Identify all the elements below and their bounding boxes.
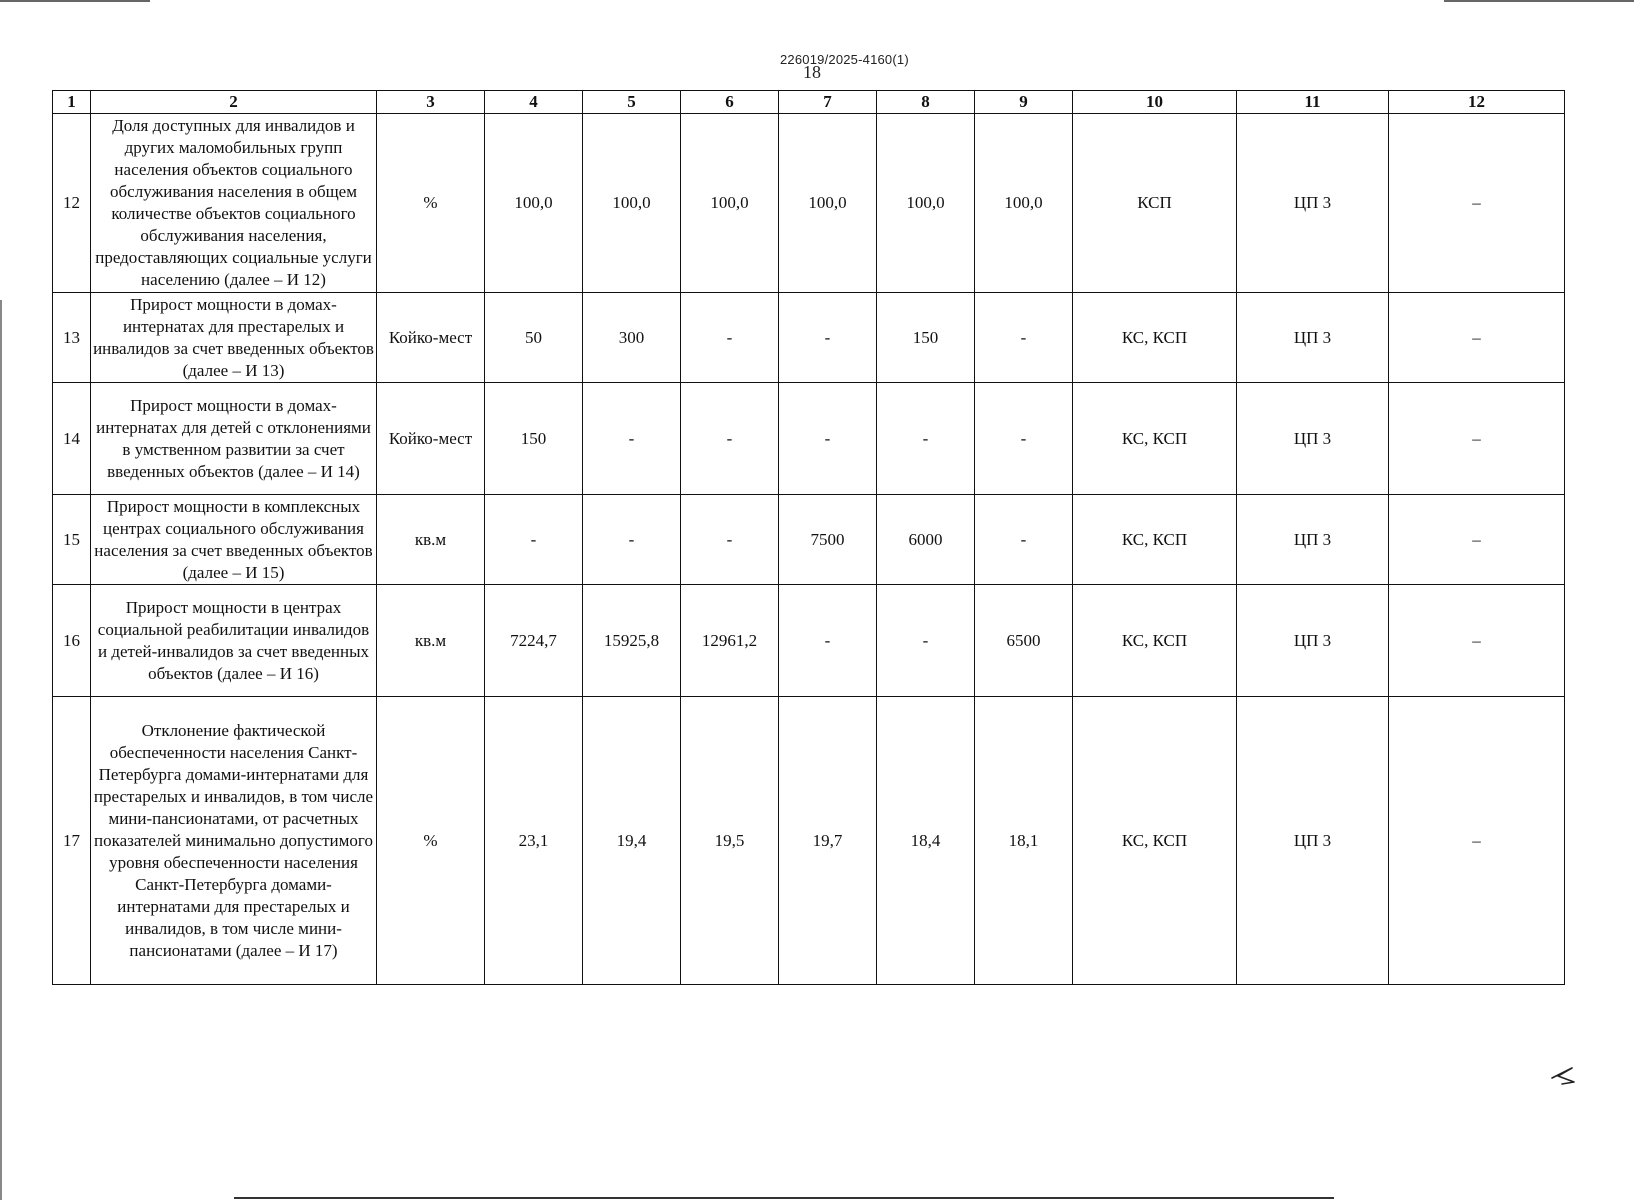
value-cell: 100,0 — [779, 114, 877, 293]
value-cell: - — [583, 495, 681, 585]
unit-cell: Койко-мест — [377, 293, 485, 383]
unit-cell: % — [377, 114, 485, 293]
responsible-cell: КС, КСП — [1073, 383, 1237, 495]
note-cell: – — [1389, 495, 1565, 585]
indicator-name: Прирост мощности в домах-интернатах для престарелых и инвалидов за счет введенных объектов (далее – И 13) — [91, 293, 377, 383]
note-cell: – — [1389, 585, 1565, 697]
unit-cell: % — [377, 697, 485, 985]
value-cell: 15925,8 — [583, 585, 681, 697]
value-cell: 100,0 — [485, 114, 583, 293]
value-cell: 300 — [583, 293, 681, 383]
value-cell: 6500 — [975, 585, 1073, 697]
value-cell: 7224,7 — [485, 585, 583, 697]
table-row — [53, 293, 1565, 383]
indicator-name: Отклонение фактической обеспеченности населения Санкт-Петербурга домами-интернатами для престарелых и инвалидов, в том числе мини-пансионатами, от расчетных показателей минимально допустимого уровня обеспеченности населения Санкт-Петербурга домами-интернатами для престарелых и инвалидов, в том числе мини-пансионатами (далее – И 17) — [91, 697, 377, 985]
row-number: 12 — [53, 114, 91, 293]
value-cell: 12961,2 — [681, 585, 779, 697]
value-cell: 18,4 — [877, 697, 975, 985]
document-id: 226019/2025-4160(1) — [780, 52, 909, 67]
value-cell: - — [975, 383, 1073, 495]
responsible-cell: КС, КСП — [1073, 293, 1237, 383]
value-cell: 7500 — [779, 495, 877, 585]
program-cell: ЦП 3 — [1237, 293, 1389, 383]
header-row — [53, 91, 1565, 114]
note-cell: – — [1389, 114, 1565, 293]
column-header: 4 — [485, 91, 583, 114]
indicator-name: Доля доступных для инвалидов и других маломобильных групп населения объектов социального обслуживания населения в общем количестве объектов социального обслуживания населения, предоставляющих социальные услуги населению (далее – И 12) — [91, 114, 377, 293]
column-header: 6 — [681, 91, 779, 114]
column-header: 11 — [1237, 91, 1389, 114]
responsible-cell: КС, КСП — [1073, 495, 1237, 585]
column-header: 2 — [91, 91, 377, 114]
value-cell: 100,0 — [681, 114, 779, 293]
value-cell: - — [583, 383, 681, 495]
program-cell: ЦП 3 — [1237, 383, 1389, 495]
value-cell: 6000 — [877, 495, 975, 585]
value-cell: 150 — [877, 293, 975, 383]
indicators-table — [52, 90, 1565, 985]
value-cell: 18,1 — [975, 697, 1073, 985]
row-number: 13 — [53, 293, 91, 383]
value-cell: 50 — [485, 293, 583, 383]
value-cell: 150 — [485, 383, 583, 495]
responsible-cell: КСП — [1073, 114, 1237, 293]
responsible-cell: КС, КСП — [1073, 585, 1237, 697]
handwritten-mark-icon — [1548, 1062, 1578, 1088]
column-header: 7 — [779, 91, 877, 114]
table-row — [53, 585, 1565, 697]
scan-edge-top-left — [0, 0, 150, 2]
program-cell: ЦП 3 — [1237, 585, 1389, 697]
note-cell: – — [1389, 293, 1565, 383]
table-row — [53, 383, 1565, 495]
value-cell: 100,0 — [877, 114, 975, 293]
value-cell: - — [779, 585, 877, 697]
row-number: 15 — [53, 495, 91, 585]
scan-edge-top-right — [1444, 0, 1634, 2]
column-header: 3 — [377, 91, 485, 114]
value-cell: 100,0 — [583, 114, 681, 293]
column-header: 12 — [1389, 91, 1565, 114]
column-header: 9 — [975, 91, 1073, 114]
value-cell: - — [877, 585, 975, 697]
scan-edge-left — [0, 300, 2, 1200]
value-cell: - — [975, 495, 1073, 585]
value-cell: 23,1 — [485, 697, 583, 985]
note-cell: – — [1389, 697, 1565, 985]
table-row — [53, 114, 1565, 293]
value-cell: - — [779, 293, 877, 383]
value-cell: - — [681, 383, 779, 495]
value-cell: - — [975, 293, 1073, 383]
column-header: 5 — [583, 91, 681, 114]
row-number: 14 — [53, 383, 91, 495]
indicator-name: Прирост мощности в центрах социальной реабилитации инвалидов и детей-инвалидов за счет введенных объектов (далее – И 16) — [91, 585, 377, 697]
unit-cell: кв.м — [377, 585, 485, 697]
scan-edge-bottom — [234, 1197, 1334, 1199]
value-cell: 19,4 — [583, 697, 681, 985]
indicator-name: Прирост мощности в комплексных центрах социального обслуживания населения за счет введенных объектов (далее – И 15) — [91, 495, 377, 585]
value-cell: 19,7 — [779, 697, 877, 985]
indicator-name: Прирост мощности в домах-интернатах для детей с отклонениями в умственном развитии за счет введенных объектов (далее – И 14) — [91, 383, 377, 495]
column-header: 10 — [1073, 91, 1237, 114]
unit-cell: Койко-мест — [377, 383, 485, 495]
value-cell: 19,5 — [681, 697, 779, 985]
responsible-cell: КС, КСП — [1073, 697, 1237, 985]
value-cell: - — [681, 495, 779, 585]
program-cell: ЦП 3 — [1237, 495, 1389, 585]
row-number: 16 — [53, 585, 91, 697]
column-header: 1 — [53, 91, 91, 114]
program-cell: ЦП 3 — [1237, 114, 1389, 293]
value-cell: - — [681, 293, 779, 383]
program-cell: ЦП 3 — [1237, 697, 1389, 985]
value-cell: - — [877, 383, 975, 495]
table-row — [53, 697, 1565, 985]
page-number: 18 — [803, 62, 821, 82]
table-row — [53, 495, 1565, 585]
value-cell: - — [485, 495, 583, 585]
value-cell: - — [779, 383, 877, 495]
unit-cell: кв.м — [377, 495, 485, 585]
note-cell: – — [1389, 383, 1565, 495]
row-number: 17 — [53, 697, 91, 985]
value-cell: 100,0 — [975, 114, 1073, 293]
column-header: 8 — [877, 91, 975, 114]
